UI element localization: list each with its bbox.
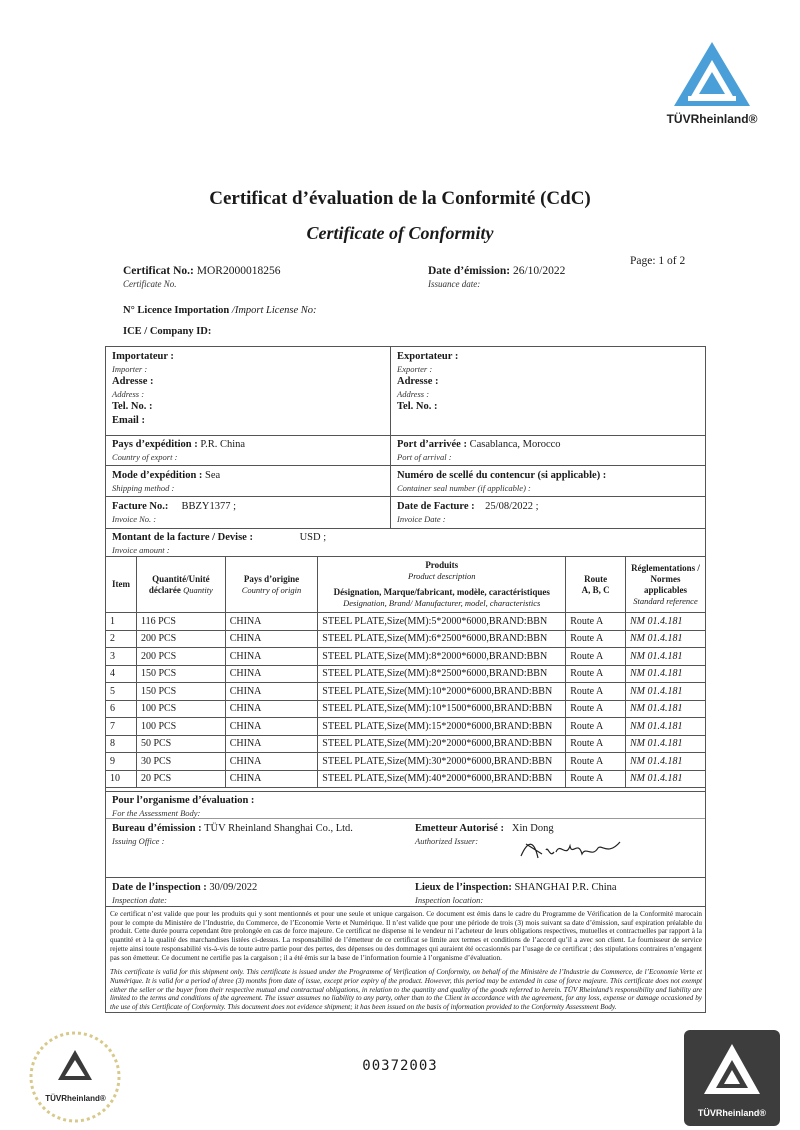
- cell-item: 7: [106, 718, 137, 736]
- cell-origin: CHINA: [225, 718, 318, 736]
- document-subtitle: Certificate of Conformity: [306, 223, 494, 243]
- importer-block: Importateur : Importer : Adresse : Address : Tel. No. : Email :: [112, 351, 174, 426]
- cell-quantity: 20 PCS: [136, 770, 225, 788]
- cell-description: STEEL PLATE,Size(MM):10*2000*6000,BRAND:BBN: [318, 683, 566, 701]
- invoice-amount: Montant de la facture / Devise : USD ; Invoice amount :: [112, 532, 327, 555]
- cell-quantity: 150 PCS: [136, 665, 225, 683]
- certificate-number: Certificat No.: MOR2000018256 Certificate No.: [123, 265, 281, 289]
- cell-route: Route A: [566, 648, 626, 666]
- cell-quantity: 200 PCS: [136, 648, 225, 666]
- legal-notice: [110, 910, 702, 1012]
- notice-french: Ce certificat n’est valide que pour les produits qui y sont mentionnés et pour une seule et unique cargaison. Ce document est émis dans le cadre du Programme de Vérification de la Conformité marocain pour le compte du Ministère de l’Industrie, du Commerce, de l’Economie Verte et Numérique. Il n’est valide que pour une période de trois (3) mois suivant sa date d’émission, sauf expiration préalable du produit. Cette durée pourra cependant être prolongée en cas de force majeure. Ce certificat ne dispense ni le vendeur ni l’acheteur de leurs obligations respectives, mutuelles et contractuelles par rapport à la quantité et à la qualité des marchandises listées ci-dessus. La responsabilité de l’émetteur de ce certificat se limite aux termes et conditions de l’accord qu’il a avec son client. Le fournisseur de service rejette ainsi toute responsabilité vis-à-vis de toute autre partie pour des pertes, des dépenses ou des dommages qui auraient été occasionnés par l’usage de ce certificat ; des stipulations contraires n’engagent pas son émetteur. Ce document ne certifie pas la cargaison ; il a été émis sur la base de l’information fournie à l’organisme d’évaluation.: [110, 910, 702, 962]
- header-origin: Pays d’origine Country of origin: [225, 557, 318, 613]
- inspection-date: Date de l’inspection : 30/09/2022 Inspection date:: [112, 882, 258, 905]
- cell-description: STEEL PLATE,Size(MM):10*1500*6000,BRAND:BBN: [318, 700, 566, 718]
- column-divider: [390, 346, 391, 528]
- cell-description: STEEL PLATE,Size(MM):15*2000*6000,BRAND:BBN: [318, 718, 566, 736]
- port-of-arrival: Port d’arrivée : Casablanca, Morocco Port of arrival :: [397, 439, 561, 462]
- cell-item: 4: [106, 665, 137, 683]
- cell-origin: CHINA: [225, 648, 318, 666]
- divider: [105, 791, 706, 792]
- tuv-seal-left: [28, 1030, 123, 1125]
- export-country: Pays d’expédition : P.R. China Country of export :: [112, 439, 246, 462]
- page-number: Page: 1 of 2: [630, 255, 686, 267]
- header-regulations: Réglementations / Normes applicables Standard reference: [626, 557, 706, 613]
- divider: [105, 435, 706, 436]
- cell-standard: NM 01.4.181: [626, 718, 706, 736]
- cell-origin: CHINA: [225, 700, 318, 718]
- header-quantity: Quantité/Unité déclarée Quantity: [136, 557, 225, 613]
- cell-item: 9: [106, 753, 137, 771]
- cell-description: STEEL PLATE,Size(MM):8*2000*6000,BRAND:BBN: [318, 648, 566, 666]
- table-row: [106, 770, 706, 788]
- cell-standard: NM 01.4.181: [626, 735, 706, 753]
- cell-standard: NM 01.4.181: [626, 630, 706, 648]
- table-row: [106, 735, 706, 753]
- cell-description: STEEL PLATE,Size(MM):20*2000*6000,BRAND:BBN: [318, 735, 566, 753]
- divider: [106, 818, 705, 819]
- authorized-issuer: Emetteur Autorisé : Xin Dong Authorized Issuer:: [415, 823, 554, 846]
- header-route: Route A, B, C: [566, 557, 626, 613]
- cell-standard: NM 01.4.181: [626, 700, 706, 718]
- cell-origin: CHINA: [225, 753, 318, 771]
- issuing-office: Bureau d’émission : TÜV Rheinland Shanghai Co., Ltd. Issuing Office :: [112, 823, 353, 846]
- cell-item: 3: [106, 648, 137, 666]
- invoice-number: Facture No.: BBZY1377 ; Invoice No. :: [112, 501, 237, 524]
- table-row: [106, 630, 706, 648]
- cell-description: STEEL PLATE,Size(MM):5*2000*6000,BRAND:BBN: [318, 613, 566, 631]
- cell-description: STEEL PLATE,Size(MM):40*2000*6000,BRAND:BBN: [318, 770, 566, 788]
- divider: [105, 877, 706, 878]
- header-item: Item: [106, 557, 137, 613]
- container-seal: Numéro de scellé du contencur (si applicable) : Container seal number (if applicable) :: [397, 470, 607, 493]
- table-header-row: [106, 557, 706, 613]
- import-license: N° Licence Importation /Import License No:: [123, 305, 317, 316]
- items-table: [105, 556, 706, 788]
- cell-route: Route A: [566, 718, 626, 736]
- seal-brand: TÜVRheinland®: [45, 1094, 106, 1103]
- table-row: [106, 665, 706, 683]
- table-row: [106, 648, 706, 666]
- invoice-date: Date de Facture : 25/08/2022 ; Invoice Date :: [397, 501, 539, 524]
- cell-item: 8: [106, 735, 137, 753]
- assessment-body: Pour l’organisme d’évaluation : For the Assessment Body:: [112, 795, 255, 818]
- table-row: [106, 753, 706, 771]
- shipping-method: Mode d’expédition : Sea Shipping method :: [112, 470, 221, 493]
- company-id: ICE / Company ID:: [123, 326, 212, 337]
- seal-icon: [28, 1030, 123, 1125]
- badge-brand: TÜVRheinland®: [697, 1108, 767, 1118]
- cell-quantity: 30 PCS: [136, 753, 225, 771]
- notice-english: This certificate is valid for this shipment only. This certificate is issued under the Programme of Verification of Conformity, on behalf of the Ministère de l’Industrie du Commerce, de l’Economie Verte et Numérique. It is valid for a period of three (3) months from date of issue, except prior expiry of the product. However, this period may be extended in case of force majeure. This certificate does not exempt either the seller or the buyer from their respective mutual and contractual obligations, in relation to the quantity and quality of the goods referred to herein. TÜV Rheinland’s responsibility and liability are limited to the terms and conditions of the agreement. The issuer assumes no liability to any party, other than to the Client in accordance with the agreement, for any loss, expense or damage occasioned by the use of this Certificate of Conformity. This document does not evidence shipment; it has been issued on the basis of information provided to the Conformity Assessment Body.: [110, 968, 702, 1012]
- triangle-logo-icon: [670, 38, 754, 110]
- cell-quantity: 116 PCS: [136, 613, 225, 631]
- cell-standard: NM 01.4.181: [626, 665, 706, 683]
- cell-route: Route A: [566, 630, 626, 648]
- table-row: [106, 613, 706, 631]
- cell-quantity: 100 PCS: [136, 718, 225, 736]
- serial-number: 00372003: [362, 1058, 438, 1074]
- cell-route: Route A: [566, 735, 626, 753]
- divider: [105, 465, 706, 466]
- divider: [105, 528, 706, 529]
- inspection-location: Lieux de l’inspection: SHANGHAI P.R. China Inspection location:: [415, 882, 617, 905]
- cell-standard: NM 01.4.181: [626, 770, 706, 788]
- cell-standard: NM 01.4.181: [626, 613, 706, 631]
- cell-origin: CHINA: [225, 770, 318, 788]
- cell-route: Route A: [566, 613, 626, 631]
- cell-item: 5: [106, 683, 137, 701]
- cell-quantity: 200 PCS: [136, 630, 225, 648]
- cell-item: 10: [106, 770, 137, 788]
- cell-origin: CHINA: [225, 735, 318, 753]
- table-row: [106, 718, 706, 736]
- cell-item: 1: [106, 613, 137, 631]
- cell-description: STEEL PLATE,Size(MM):30*2000*6000,BRAND:BBN: [318, 753, 566, 771]
- document-title: Certificat d’évaluation de la Conformité (CdC): [209, 188, 591, 209]
- table-row: [106, 683, 706, 701]
- cell-origin: CHINA: [225, 613, 318, 631]
- cell-item: 6: [106, 700, 137, 718]
- divider: [105, 496, 706, 497]
- exporter-block: Exportateur : Exporter : Adresse : Address : Tel. No. :: [397, 351, 459, 412]
- cell-origin: CHINA: [225, 630, 318, 648]
- divider: [105, 906, 706, 907]
- issuance-date: Date d’émission: 26/10/2022 Issuance date:: [428, 265, 566, 289]
- tuv-badge-right: [684, 1030, 780, 1126]
- signature: [516, 832, 626, 864]
- cell-origin: CHINA: [225, 683, 318, 701]
- cell-quantity: 150 PCS: [136, 683, 225, 701]
- cell-route: Route A: [566, 753, 626, 771]
- brand-name: TÜVRheinland®: [666, 112, 758, 126]
- cell-description: STEEL PLATE,Size(MM):8*2500*6000,BRAND:BBN: [318, 665, 566, 683]
- header-products: Produits Product description Désignation, Marque/fabricant, modèle, caractéristiques Designation, Brand/ Manufacturer, model, characteristics: [318, 557, 566, 613]
- cell-route: Route A: [566, 700, 626, 718]
- cell-standard: NM 01.4.181: [626, 648, 706, 666]
- cell-standard: NM 01.4.181: [626, 753, 706, 771]
- tuv-logo-top: [662, 38, 762, 134]
- table-row: [106, 700, 706, 718]
- cell-route: Route A: [566, 770, 626, 788]
- cell-description: STEEL PLATE,Size(MM):6*2500*6000,BRAND:BBN: [318, 630, 566, 648]
- cell-quantity: 100 PCS: [136, 700, 225, 718]
- cell-route: Route A: [566, 683, 626, 701]
- triangle-logo-icon: [684, 1030, 780, 1110]
- cell-quantity: 50 PCS: [136, 735, 225, 753]
- cell-item: 2: [106, 630, 137, 648]
- cell-origin: CHINA: [225, 665, 318, 683]
- cell-route: Route A: [566, 665, 626, 683]
- cell-standard: NM 01.4.181: [626, 683, 706, 701]
